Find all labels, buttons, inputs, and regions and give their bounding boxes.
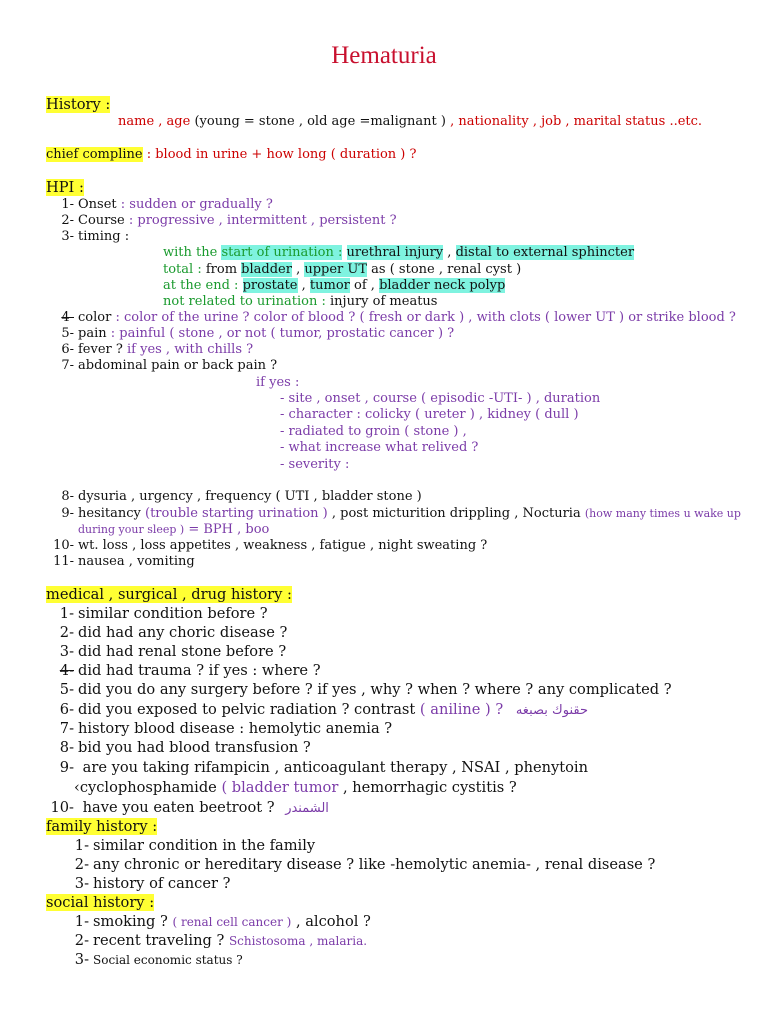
hpi-hesitancy-cont: during your sleep ) = BPH , boo bbox=[78, 522, 270, 537]
family-item: 2- any chronic or hereditary disease ? like -hemolytic anemia- , renal disease ? bbox=[74, 856, 656, 873]
timing-start: with the start of urination : urethral injury , distal to external sphincter bbox=[163, 245, 635, 260]
hpi-heading: HPI : bbox=[46, 179, 84, 196]
family-item: 1- similar condition in the family bbox=[74, 837, 316, 854]
hpi-pain: 5- pain : painful ( stone , or not ( tumor, prostatic cancer ) ? bbox=[61, 326, 455, 341]
abdominal-sub-1: - site , onset , course ( episodic -UTI- ) , duration bbox=[280, 391, 601, 406]
page-title: Hematuria bbox=[331, 42, 437, 69]
hpi-course: 2- Course : progressive , intermittent , persistent ? bbox=[61, 213, 397, 228]
history-heading: History : bbox=[46, 96, 111, 113]
social-item-travel: 2- recent traveling ? Schistosoma , malaria. bbox=[74, 932, 368, 949]
hpi-hesitancy: 9- hesitancy (trouble starting urination ) , post micturition drippling , Nocturia (how many times u wake up bbox=[61, 506, 741, 521]
medical-item: 3- did had renal stone before ? bbox=[59, 643, 287, 660]
hpi-fever: 6- fever ? if yes , with chills ? bbox=[61, 342, 254, 357]
timing-total: total : from bladder , upper UT as ( stone , renal cyst ) bbox=[163, 262, 522, 277]
timing-not-related: not related to urination : injury of meatus bbox=[163, 294, 438, 309]
medical-item: 7- history blood disease : hemolytic anemia ? bbox=[59, 720, 393, 737]
hpi-nausea: 11- nausea , vomiting bbox=[53, 554, 195, 569]
abdominal-sub-2: - character : colicky ( ureter ) , kidney ( dull ) bbox=[280, 407, 579, 422]
medical-item: 4- did had trauma ? if yes : where ? bbox=[59, 662, 321, 679]
medical-item: 6- did you exposed to pelvic radiation ? contrast ( aniline ) ? حقنوك بصبغه bbox=[59, 701, 588, 718]
abdominal-if-yes: if yes : bbox=[256, 375, 300, 390]
medical-item-cont: ‹cyclophosphamide ( bladder tumor , hemorrhagic cystitis ? bbox=[74, 779, 517, 796]
social-heading: social history : bbox=[46, 894, 155, 911]
social-item-smoking: 1- smoking ? ( renal cell cancer ) , alcohol ? bbox=[74, 913, 371, 930]
medical-item: 5- did you do any surgery before ? if yes , why ? when ? where ? any complicated ? bbox=[59, 681, 672, 698]
medical-heading: medical , surgical , drug history : bbox=[46, 586, 292, 603]
abdominal-sub-4: - what increase what relived ? bbox=[280, 440, 479, 455]
timing-end: at the end : prostate , tumor of , bladder neck polyp bbox=[163, 278, 506, 293]
hpi-wt-loss: 10- wt. loss , loss appetites , weakness , fatigue , night sweating ? bbox=[53, 538, 488, 553]
medical-item: 2- did had any choric disease ? bbox=[59, 624, 288, 641]
medical-item: 10- have you eaten beetroot ? الشمندر bbox=[50, 799, 329, 816]
medical-item: 9- are you taking rifampicin , anticoagulant therapy , NSAI , phenytoin bbox=[59, 759, 588, 776]
medical-item: 8- bid you had blood transfusion ? bbox=[59, 739, 311, 756]
family-heading: family history : bbox=[46, 818, 158, 835]
hpi-dysuria: 8- dysuria , urgency , frequency ( UTI , bladder stone ) bbox=[61, 489, 422, 504]
abdominal-sub-5: - severity : bbox=[280, 457, 350, 472]
family-item: 3- history of cancer ? bbox=[74, 875, 231, 892]
hpi-timing: 3- timing : bbox=[61, 229, 130, 244]
history-text: name , age (young = stone , old age =malignant ) , nationality , job , marital status ..etc. bbox=[118, 114, 703, 129]
social-item-economic: 3- Social economic status ? bbox=[74, 951, 243, 968]
chief-complaint: chief compline : blood in urine + how long ( duration ) ? bbox=[46, 147, 417, 162]
medical-item: 1- similar condition before ? bbox=[59, 605, 268, 622]
hpi-color: 4- color : color of the urine ? color of blood ? ( fresh or dark ) , with clots ( lower UT ) or strike blood ? bbox=[61, 310, 736, 325]
abdominal-sub-3: - radiated to groin ( stone ) , bbox=[280, 424, 467, 439]
hpi-abdominal: 7- abdominal pain or back pain ? bbox=[61, 358, 278, 373]
hpi-onset: 1- Onset : sudden or gradually ? bbox=[61, 197, 273, 212]
